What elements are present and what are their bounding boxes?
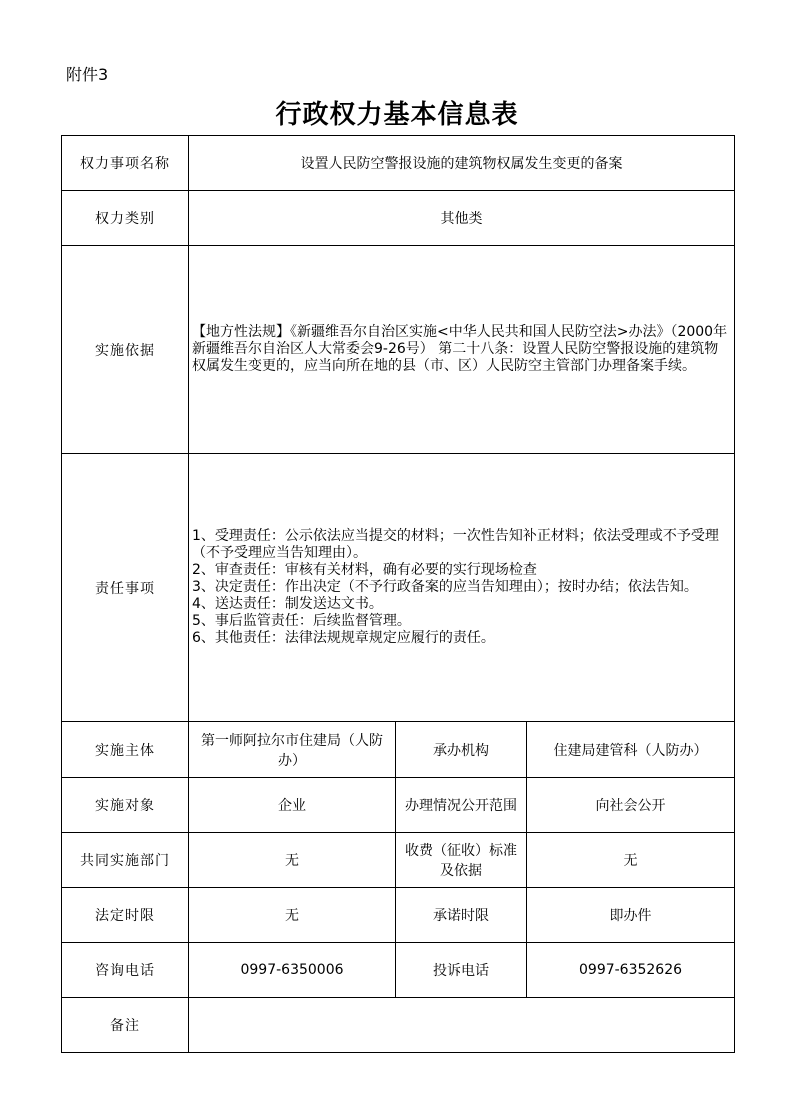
basis-value: 【地方性法规】《新疆维吾尔自治区实施<中华人民共和国人民防空法>办法》（2000年新疆维吾尔自治区人大常委会9-26号） 第二十八条：设置人民防空警报设施的建筑物权属发生变更的，应当向所在地的县（市、区）人民防空主管部门办理备案手续。 [189, 246, 735, 454]
fee-standard-value: 无 [527, 833, 735, 888]
complaint-phone-value: 0997-6352626 [527, 943, 735, 998]
list-item: 1、受理责任：公示依法应当提交的材料；一次性告知补正材料；依法受理或不予受理（不予受理应当告知理由）。 [192, 528, 719, 561]
list-item: 2、审查责任：审核有关材料，确有必要的实行现场检查 [192, 562, 537, 578]
power-name-value: 设置人民防空警报设施的建筑物权属发生变更的备案 [189, 136, 735, 191]
implementer-label: 实施主体 [62, 722, 189, 778]
joint-dept-value: 无 [189, 833, 396, 888]
consult-phone-label: 咨询电话 [62, 943, 189, 998]
complaint-phone-label: 投诉电话 [396, 943, 527, 998]
promised-limit-label: 承诺时限 [396, 888, 527, 943]
basis-label: 实施依据 [62, 246, 189, 454]
list-item: 3、决定责任：作出决定（不予行政备案的应当告知理由）；按时办结；依法告知。 [192, 579, 698, 595]
consult-phone-value: 0997-6350006 [189, 943, 396, 998]
list-item: 4、送达责任：制发送达文书。 [192, 596, 383, 612]
remark-label: 备注 [62, 998, 189, 1053]
list-item: 5、事后监管责任：后续监督管理。 [192, 613, 411, 629]
table-row [62, 136, 735, 191]
implementer-value: 第一师阿拉尔市住建局（人防办） [189, 722, 396, 778]
table-row [62, 998, 735, 1053]
power-name-label: 权力事项名称 [62, 136, 189, 191]
table-row [62, 246, 735, 454]
handling-agency-value: 住建局建管科（人防办） [527, 722, 735, 778]
disclosure-scope-label: 办理情况公开范围 [396, 778, 527, 833]
page-title: 行政权力基本信息表 [275, 100, 519, 130]
table-row [62, 888, 735, 943]
info-table [61, 135, 735, 1053]
legal-limit-value: 无 [189, 888, 396, 943]
fee-standard-label: 收费（征收）标准及依据 [396, 833, 527, 888]
target-value: 企业 [189, 778, 396, 833]
attachment-label: 附件3 [66, 65, 109, 84]
promised-limit-value: 即办件 [527, 888, 735, 943]
table-row [62, 833, 735, 888]
responsibilities-list [189, 454, 735, 722]
table-row [62, 943, 735, 998]
joint-dept-label: 共同实施部门 [62, 833, 189, 888]
handling-agency-label: 承办机构 [396, 722, 527, 778]
table-row [62, 722, 735, 778]
disclosure-scope-value: 向社会公开 [527, 778, 735, 833]
list-item: 6、其他责任：法律法规规章规定应履行的责任。 [192, 630, 495, 646]
target-label: 实施对象 [62, 778, 189, 833]
legal-limit-label: 法定时限 [62, 888, 189, 943]
power-category-value: 其他类 [189, 191, 735, 246]
table-row [62, 454, 735, 722]
table-row [62, 778, 735, 833]
responsibilities-label: 责任事项 [62, 454, 189, 722]
power-category-label: 权力类别 [62, 191, 189, 246]
table-row [62, 191, 735, 246]
remark-value [189, 998, 735, 1053]
